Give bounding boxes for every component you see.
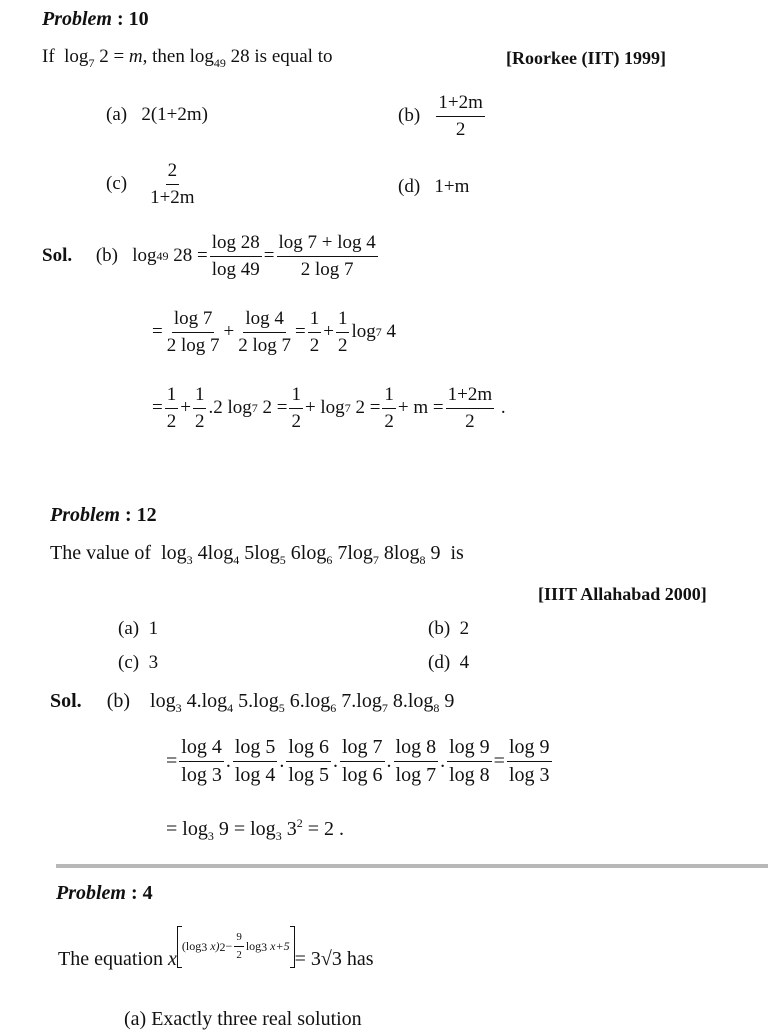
- log-arg: 5: [239, 542, 255, 564]
- dot: .: [225, 750, 231, 772]
- eq-text: + m =: [397, 397, 444, 419]
- log-word: .log: [248, 690, 279, 712]
- log-base: 5: [278, 701, 285, 715]
- log-word: log: [161, 542, 187, 564]
- numerator: 1+2m: [436, 92, 485, 117]
- numerator: log 7: [340, 736, 385, 762]
- solution-12-line1: [50, 690, 454, 713]
- eq-fraction: [394, 736, 439, 787]
- eq-base: 3: [207, 829, 214, 843]
- log-base: 6: [326, 553, 333, 567]
- sol-answer: (b): [106, 690, 131, 712]
- exp-minus: −: [225, 939, 233, 953]
- denominator: 2: [166, 410, 177, 432]
- sol-label: Sol.: [50, 690, 82, 712]
- base-x: x: [167, 948, 177, 970]
- option-label: (b): [398, 105, 421, 127]
- denominator: log 49: [211, 258, 260, 280]
- exp-text: x): [210, 939, 220, 953]
- solution-10-line3: = $\frac{1}{2}$ + $\frac{1}{2}$ .2 log 7 2 = $\frac{1}{2}$ + log 7 2 = $\frac{1}{2}$ + m = $\frac{1+2m}{2}$ .: [152, 384, 506, 432]
- numerator: log 7: [172, 308, 215, 333]
- denominator: 2: [309, 334, 320, 356]
- option-b: [428, 618, 469, 640]
- log-base: 4: [227, 701, 234, 715]
- log-arg: 8: [387, 690, 403, 712]
- numerator: log 9: [447, 736, 492, 762]
- solution-12-line2: = $\frac{\log 4}{\log 3}$ . $\frac{\log 5}{\log 4}$ . $\frac{\log 6}{\log 5}$ . $\frac{\log 7}{\log 6}$ . $\frac{\log 8}{\log 7}$ . $\frac{\log 9}{\log 8}$ = $\frac{\log 9}{\log 3}$: [166, 736, 550, 786]
- eq-text: log: [351, 321, 376, 343]
- numerator: log 28: [210, 232, 262, 257]
- denominator: log 5: [288, 764, 329, 786]
- q-text: If: [42, 46, 55, 67]
- eq-text: 9 = log: [218, 818, 276, 840]
- numerator: log 6: [286, 736, 331, 762]
- solution-10-line2: = $\frac{\log 7}{2 \log 7}$ + $\frac{\log 4}{2 \log 7}$ = $\frac{1}{2}$ + $\frac{1}{2}$ log 7 4: [152, 308, 396, 356]
- log-arg: 5: [233, 690, 249, 712]
- log-base: 7: [372, 553, 379, 567]
- log-base: 8: [419, 553, 426, 567]
- option-c: [106, 160, 199, 209]
- problem-12-question: [50, 542, 464, 565]
- q-base49: 49: [213, 56, 226, 70]
- problem-word: Problem: [50, 504, 120, 526]
- option-label: (b): [428, 618, 451, 639]
- dot: .: [332, 750, 338, 772]
- log-arg: 9: [425, 542, 441, 564]
- log-arg: 9: [439, 690, 455, 712]
- eq-text: .2 log: [208, 397, 252, 419]
- exp-text: log: [245, 939, 262, 953]
- option-value: 1: [148, 618, 159, 639]
- log-base: 6: [330, 701, 337, 715]
- q-base: 7: [88, 56, 95, 70]
- option-fraction: [436, 92, 485, 141]
- option-label: (a): [106, 104, 128, 125]
- log-arg: 8: [378, 542, 394, 564]
- eq-fraction: [165, 384, 179, 433]
- numerator: log 7 + log 4: [277, 232, 378, 257]
- log-arg: 7: [332, 542, 348, 564]
- option-value: 3: [148, 652, 159, 673]
- log-arg: 6: [285, 542, 301, 564]
- problem-4-question: [58, 922, 374, 971]
- eq-fraction: [336, 308, 350, 357]
- option-label: (d): [428, 652, 451, 673]
- numerator: log 5: [233, 736, 278, 762]
- option-a: [118, 618, 158, 640]
- denominator: 2 log 7: [238, 334, 291, 356]
- numerator: log 9: [507, 736, 552, 762]
- option-d: [398, 176, 469, 198]
- sol-expression: [150, 690, 455, 715]
- log-arg: 6: [284, 690, 300, 712]
- log-arg: 4: [181, 690, 197, 712]
- denominator: 1+2m: [150, 186, 195, 208]
- problem-number: : 10: [117, 8, 149, 30]
- numerator: 1: [308, 308, 322, 333]
- q-then: , then log: [142, 46, 214, 67]
- eq-fraction: [382, 384, 396, 433]
- option-c: [118, 652, 158, 674]
- numerator: log 4: [179, 736, 224, 762]
- section-divider: [56, 864, 768, 868]
- log-word: log: [207, 542, 234, 564]
- dot: .: [440, 750, 446, 772]
- problem-word: Problem: [56, 882, 126, 904]
- denominator: 2 log 7: [300, 258, 354, 280]
- q-m: m: [128, 46, 143, 67]
- numerator: 1: [289, 384, 303, 409]
- eq-text: + log: [304, 397, 345, 419]
- problem-word: Problem: [42, 8, 112, 30]
- eq-fraction: [277, 232, 378, 281]
- eq-text: 2 =: [355, 397, 381, 419]
- denominator: 2: [291, 410, 301, 432]
- eq-text: 4: [386, 321, 396, 343]
- log-arg: 4: [192, 542, 208, 564]
- option-value: 4: [459, 652, 470, 673]
- eq-text: 2 =: [262, 397, 288, 419]
- eq-fraction: [507, 736, 552, 787]
- eq-text: log: [132, 245, 157, 267]
- option-value: 1+m: [434, 176, 470, 197]
- dot: .: [386, 750, 392, 772]
- exponent: (log 3 x) 2 − $\frac{9}{2}$ log 3 x+5: [177, 926, 295, 968]
- log-word: log: [254, 542, 280, 564]
- log-base: 3: [186, 553, 193, 567]
- problem-12-source: [IIIT Allahabad 2000]: [538, 584, 707, 604]
- eq-fraction: [286, 736, 331, 787]
- problem-number: : 4: [131, 882, 153, 904]
- eq-text: = 2 .: [307, 818, 344, 840]
- eq-fraction: [308, 308, 322, 357]
- numerator: log 4: [243, 308, 286, 333]
- exp-text: (log: [181, 939, 202, 953]
- sol-answer: (b): [95, 245, 119, 267]
- numerator: 1: [382, 384, 396, 409]
- denominator: 2: [465, 410, 475, 432]
- q-eq: 2 =: [99, 46, 129, 67]
- eq-text: 3: [286, 818, 297, 840]
- log-base: 4: [233, 553, 240, 567]
- option-a: [106, 104, 208, 126]
- numerator: 1: [193, 384, 207, 409]
- eq-fraction: [446, 384, 495, 433]
- problem-10-source: [Roorkee (IIT) 1999]: [506, 48, 666, 68]
- eq-fraction: [210, 232, 262, 281]
- numerator: log 8: [394, 736, 439, 762]
- option-b: [398, 92, 487, 141]
- option-label: (c): [118, 652, 140, 673]
- option-label: (a): [118, 618, 140, 639]
- denominator: log 6: [341, 764, 383, 786]
- q-has: has: [346, 948, 374, 970]
- problem-number: : 12: [125, 504, 157, 526]
- problem-10-title: [42, 8, 149, 31]
- numerator: 1: [165, 384, 179, 409]
- option-value: 2: [459, 618, 470, 639]
- numerator: 2: [166, 160, 180, 185]
- q-rest: 28 is equal to: [230, 46, 333, 67]
- denominator: log 4: [234, 764, 276, 786]
- denominator: 2: [384, 410, 394, 432]
- q-is: is: [450, 542, 464, 564]
- q-text: The value of: [50, 542, 152, 564]
- denominator: 2: [455, 118, 466, 140]
- exp-fraction: [234, 931, 244, 961]
- numerator: 1+2m: [446, 384, 495, 409]
- eq-fraction: [289, 384, 303, 433]
- eq-base: 3: [275, 829, 282, 843]
- numerator: 9: [234, 931, 244, 947]
- eq-exponent: 2: [296, 816, 303, 830]
- sol-label: Sol.: [42, 245, 73, 267]
- eq-fraction: [447, 736, 492, 787]
- denominator: 2 log 7: [166, 334, 220, 356]
- log-arg: 7: [336, 690, 352, 712]
- eq-fraction: [165, 308, 222, 357]
- denominator: log 8: [449, 764, 490, 786]
- sol-fractions: [177, 736, 493, 787]
- eq-fraction: [179, 736, 224, 787]
- denominator: log 7: [395, 764, 437, 786]
- option-fraction: [148, 160, 197, 209]
- log-word: log: [393, 542, 420, 564]
- log-word: .log: [351, 690, 382, 712]
- solution-12-line3: [166, 818, 344, 841]
- eq-rhs: = 3√3: [294, 948, 342, 970]
- option-d: [428, 652, 469, 674]
- eq-fraction: [340, 736, 385, 787]
- eq-fraction: [233, 736, 278, 787]
- log-base: 5: [279, 553, 286, 567]
- eq-text: 28 =: [173, 245, 208, 267]
- log-word: log: [347, 542, 373, 564]
- q-log: log: [64, 46, 89, 67]
- log-base: 8: [433, 701, 440, 715]
- solution-10-line1: Sol. (b) log 49 28 = $\frac{\log 28}{\log 49}$ = $\frac{\log 7 + \log 4}{2 \log 7}$: [42, 232, 376, 280]
- numerator: 1: [336, 308, 350, 333]
- log-word: .log: [402, 690, 434, 712]
- problem-4-option-a: (a) Exactly three real solution: [124, 1008, 362, 1030]
- eq-fraction: [236, 308, 293, 357]
- option-label: (d): [398, 176, 421, 197]
- q-expression: [161, 542, 441, 567]
- option-value: 2(1+2m): [141, 104, 208, 125]
- problem-12-title: [50, 504, 157, 527]
- denominator: log 3: [181, 764, 222, 786]
- exp-text: x+5: [270, 939, 290, 953]
- q-text: The equation: [58, 948, 163, 970]
- problem-10-question: [42, 46, 333, 68]
- denominator: log 3: [508, 764, 550, 786]
- log-word: log: [300, 542, 327, 564]
- log-word: .log: [196, 690, 228, 712]
- dot: .: [279, 750, 285, 772]
- log-base: 3: [175, 701, 182, 715]
- log-word: log: [150, 690, 176, 712]
- eq-text: .: [500, 397, 506, 419]
- eq-fraction: [193, 384, 207, 433]
- denominator: 2: [337, 334, 348, 356]
- option-label: (c): [106, 173, 128, 195]
- denominator: 2: [194, 410, 205, 432]
- log-base: 7: [381, 701, 388, 715]
- problem-4-title: [56, 882, 153, 905]
- log-word: .log: [299, 690, 331, 712]
- denominator: 2: [236, 949, 242, 961]
- eq-text: = log: [166, 818, 208, 840]
